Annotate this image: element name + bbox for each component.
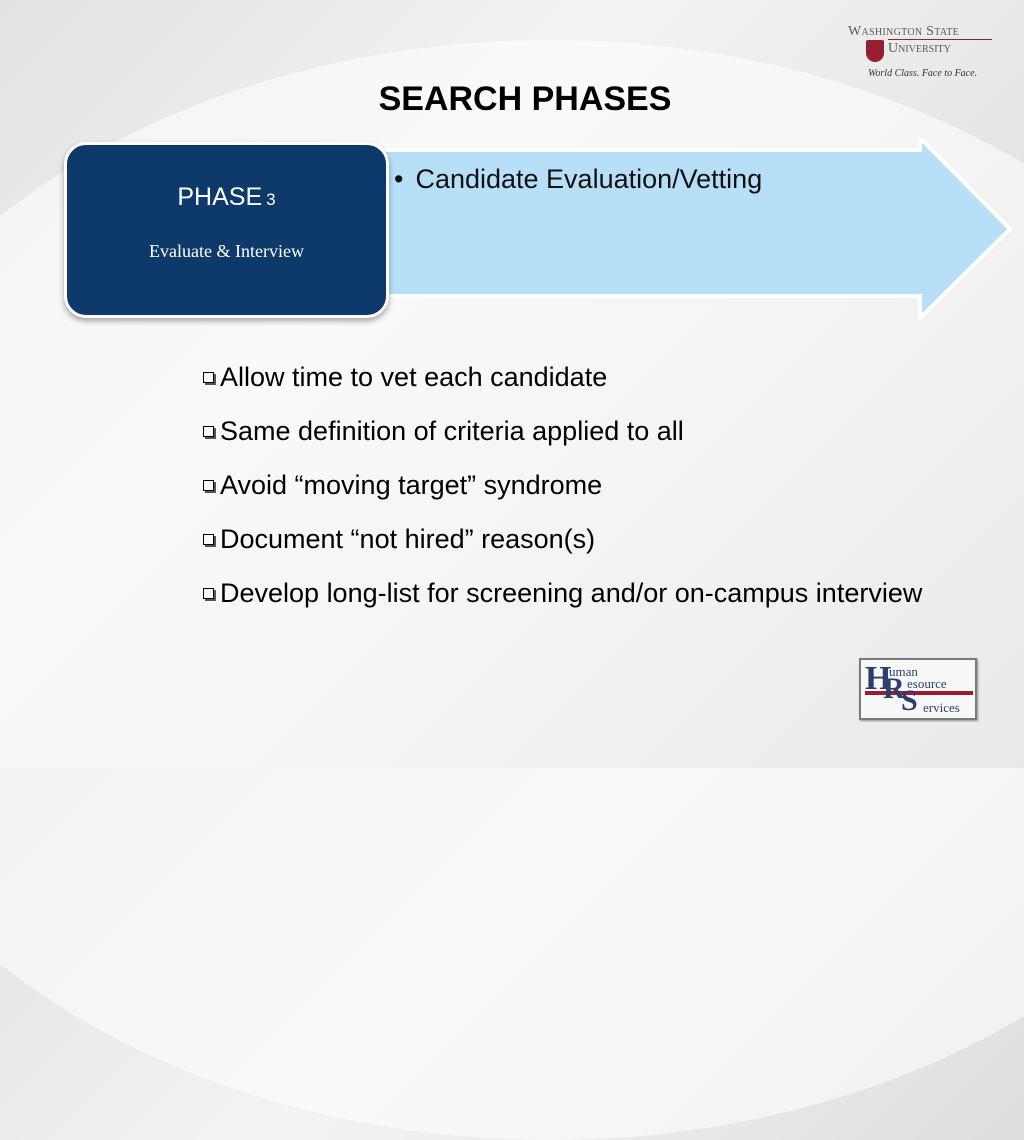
hrs-letter-r: R [883, 672, 905, 705]
arrow-bullet-text: Candidate Evaluation/Vetting [415, 164, 763, 194]
phase-label-text: PHASE [177, 183, 263, 211]
list-item [200, 412, 960, 450]
list-item-text: Document “not hired” reason(s) [220, 524, 596, 554]
phase-box [64, 142, 389, 318]
bullet-dot-icon: • [394, 164, 404, 194]
checkbox-bullet-icon [203, 372, 214, 383]
phase-subtitle: Evaluate & Interview [149, 241, 304, 261]
slide-title: SEARCH PHASES [378, 80, 672, 118]
checkbox-bullet-icon [203, 588, 214, 599]
checkbox-bullet-icon [203, 480, 214, 491]
arrow-bullet [394, 164, 762, 195]
bullet-list [200, 358, 960, 628]
checkbox-bullet-icon [203, 534, 214, 545]
hrs-word-services: ervices [923, 700, 960, 715]
wsu-shield-icon [866, 40, 884, 62]
hrs-logo [859, 658, 977, 720]
list-item-text: Develop long-list for screening and/or on-campus interview [220, 578, 923, 608]
wsu-logo-rule [888, 39, 992, 40]
hrs-letter-s: S [901, 684, 918, 717]
list-item-text: Same definition of criteria applied to all [220, 416, 684, 446]
list-item [200, 466, 960, 504]
wsu-logo [846, 24, 996, 84]
hrs-word-human: uman [889, 664, 918, 679]
hrs-letter-h: H [865, 660, 892, 697]
phase-number: 3 [266, 190, 276, 209]
list-item-text: Allow time to vet each candidate [220, 362, 608, 392]
wsu-tagline: World Class. Face to Face. [868, 68, 978, 79]
wsu-logo-line2: University [888, 41, 951, 56]
list-item [200, 358, 960, 396]
list-item-text: Avoid “moving target” syndrome [220, 470, 603, 500]
wsu-logo-line1: Washington State [848, 24, 960, 39]
checkbox-bullet-icon [203, 426, 214, 437]
list-item [200, 520, 960, 558]
phase-label [67, 183, 386, 212]
hrs-word-resource: esource [907, 676, 947, 691]
list-item [200, 574, 960, 612]
